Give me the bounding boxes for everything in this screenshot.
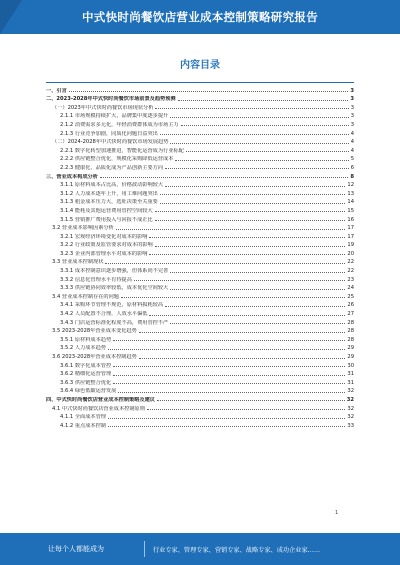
toc-entry-page: 3 xyxy=(350,121,354,128)
toc-heading: 内容目录 xyxy=(180,60,220,71)
toc-entry-page: 26 xyxy=(347,302,354,309)
toc-entry-label: 3.2.3 企业内部管理水平对成本的影响 xyxy=(60,250,148,257)
toc-entry-page: 28 xyxy=(347,328,354,335)
toc-leader-dots xyxy=(165,186,345,187)
toc-entry[interactable] xyxy=(46,386,354,395)
toc-entry-page: 33 xyxy=(347,422,354,429)
toc-entry-label: 2.2.3 健康化、品质化成为产品创新主要方向 xyxy=(60,164,164,171)
toc-entry-label: 3.3.2 信息化管理水平有待提高 xyxy=(60,276,132,283)
report-title: 中式快时尚餐饮店营业成本控制策略研究报告 xyxy=(82,10,318,24)
toc-leader-dots xyxy=(160,134,349,135)
toc-entry-page: 3 xyxy=(350,104,354,111)
toc-leader-dots xyxy=(149,315,345,316)
toc-entry-label: 3.3 营业成本控制现状 xyxy=(52,259,104,266)
toc-entry-label: 3.6.3 供应链整合优化 xyxy=(60,379,112,386)
toc-entry[interactable] xyxy=(46,403,354,412)
toc-entry-label: 二、2023-2028年中式快时尚餐饮市场前景及趋势预测 xyxy=(46,96,176,103)
toc-entry[interactable] xyxy=(46,265,354,274)
toc-leader-dots xyxy=(149,237,345,238)
toc-entry-page: 32 xyxy=(347,414,354,421)
toc-entry-label: 3.5 2023-2028年营业成本变化趋势 xyxy=(52,328,137,335)
footer-tagline: 行业专家、管理专家、营销专家、战略专家、成功企业家…… xyxy=(153,546,321,554)
toc-entry-page: 29 xyxy=(347,345,354,352)
toc-entry-page: 17 xyxy=(347,225,354,232)
toc-leader-dots xyxy=(155,211,346,212)
toc-entry[interactable] xyxy=(46,283,354,292)
toc-entry[interactable] xyxy=(46,369,354,378)
footer-divider xyxy=(144,541,145,557)
toc-entry[interactable] xyxy=(46,248,354,257)
toc-entry[interactable] xyxy=(46,223,354,232)
toc-entry[interactable] xyxy=(46,231,354,240)
toc-entry[interactable] xyxy=(46,360,354,369)
toc-leader-dots xyxy=(149,254,345,255)
toc-leader-dots xyxy=(155,108,348,109)
toc-entry-page: 32 xyxy=(347,388,354,395)
toc-entry-label: 3.4.2 人员配置不合理，人效水平偏低 xyxy=(60,311,148,318)
toc-leader-dots xyxy=(155,220,346,221)
toc-entry-label: 3.6 2023-2028年营业成本控制趋势 xyxy=(52,354,137,360)
toc-leader-dots xyxy=(108,349,345,350)
toc-entry-page: 4 xyxy=(350,139,354,146)
toc-leader-dots xyxy=(165,168,349,169)
toc-leader-dots xyxy=(170,272,345,273)
toc-entry-page: 31 xyxy=(347,379,354,386)
toc-entry[interactable] xyxy=(46,197,354,206)
toc-entry[interactable] xyxy=(46,205,354,214)
toc-entry-page: 24 xyxy=(347,285,354,292)
toc-entry-page: 3 xyxy=(350,113,354,120)
toc-entry[interactable] xyxy=(46,171,354,180)
page-number: 1 xyxy=(335,510,339,516)
toc-entry[interactable] xyxy=(46,412,354,421)
toc-entry-label: 一、引言 xyxy=(46,87,67,94)
toc-entry-page: 23 xyxy=(347,276,354,283)
toc-leader-dots xyxy=(170,117,348,118)
toc-entry-page: 16 xyxy=(347,216,354,223)
toc-leader-dots xyxy=(147,409,345,410)
toc-leader-dots xyxy=(113,366,345,367)
footer-slogan: 让每个人都能成为 xyxy=(48,545,104,553)
toc-leader-dots xyxy=(113,340,345,341)
toc-entry[interactable] xyxy=(46,274,354,283)
toc-leader-dots xyxy=(113,383,345,384)
toc-entry-label: 三、营业成本构成分析 xyxy=(46,173,98,180)
toc-entry-page: 28 xyxy=(347,319,354,326)
toc-entry-label: 3.3.1 成本控制意识逐步增强，但体系尚不完善 xyxy=(60,268,169,275)
toc-entry-label: 3.2 营业成本影响因素分析 xyxy=(52,225,114,232)
toc-entry[interactable] xyxy=(46,162,354,171)
toc-leader-dots xyxy=(100,177,348,178)
toc-entry[interactable] xyxy=(46,351,354,360)
toc-entry-page: 27 xyxy=(347,311,354,318)
toc-entry-page: 25 xyxy=(347,293,354,300)
toc-entry[interactable] xyxy=(46,300,354,309)
toc-entry-page: 12 xyxy=(347,182,354,189)
toc-entry[interactable] xyxy=(46,420,354,429)
toc-entry[interactable] xyxy=(46,128,354,137)
toc-entry-page: 19 xyxy=(347,242,354,249)
toc-entry-label: 四、中式快时尚餐饮店营业成本控制策略及建议 xyxy=(46,396,155,403)
toc-entry-page: 5 xyxy=(350,156,354,163)
toc-entry-label: 3.2.1 宏观经济环境变化对成本的影响 xyxy=(60,233,148,240)
toc-leader-dots xyxy=(170,289,345,290)
toc-entry[interactable] xyxy=(46,188,354,197)
toc-entry-page: 30 xyxy=(347,362,354,369)
toc-entry[interactable] xyxy=(46,102,354,111)
toc-entry-page: 22 xyxy=(347,268,354,275)
toc-entry[interactable] xyxy=(46,240,354,249)
toc-leader-dots xyxy=(118,392,345,393)
toc-entry-label: 3.1.1 原材料成本占比高，价格波动影响较大 xyxy=(60,182,164,189)
header-banner xyxy=(0,0,400,34)
toc-entry-label: 2.2.1 数字化转型加速推进，智能化运营成为行业标配 xyxy=(60,147,184,154)
toc-entry[interactable] xyxy=(46,377,354,386)
toc-entry-label: 4.1.2 重点成本控制 xyxy=(60,422,106,429)
toc-entry[interactable] xyxy=(46,394,354,403)
toc-entry-page: 8 xyxy=(350,173,354,180)
toc-leader-dots xyxy=(160,203,346,204)
toc-leader-dots xyxy=(108,418,345,419)
toc-leader-dots xyxy=(139,358,346,359)
toc-leader-dots xyxy=(113,375,345,376)
toc-entry-label: 3.3.3 供应链协同效率较低，成本优化空间较大 xyxy=(60,285,169,292)
toc-entry[interactable] xyxy=(46,291,354,300)
toc-entry-page: 28 xyxy=(347,336,354,343)
toc-entry-label: 3.6.4 绿色低碳运营发展 xyxy=(60,388,117,395)
toc-leader-dots xyxy=(155,246,346,247)
toc-entry-label: 3.6.2 精细化运营管理 xyxy=(60,371,112,378)
toc-entry[interactable] xyxy=(46,326,354,335)
toc-entry[interactable] xyxy=(46,308,354,317)
header-corner-decoration xyxy=(0,0,22,34)
toc-entry-label: （一）2023年中式快时尚餐饮市场现状分析 xyxy=(52,104,154,111)
toc-leader-dots xyxy=(69,91,349,92)
toc-entry-label: 2.1.1 市场规模持续扩大，品牌集中度逐步提升 xyxy=(60,113,169,120)
toc-entry[interactable] xyxy=(46,257,354,266)
toc-entry-label: 3.1.5 营销推广费用投入与回报不成正比 xyxy=(60,216,153,223)
toc-entry-label: 3.5.2 人力成本趋势 xyxy=(60,345,106,352)
toc-entry-page: 4 xyxy=(350,130,354,137)
toc-entry-page: 20 xyxy=(347,250,354,257)
toc-entry-label: 4.1.1 全面成本管理 xyxy=(60,414,106,421)
toc-entry[interactable] xyxy=(46,180,354,189)
toc-entry-page: 14 xyxy=(347,199,354,206)
toc-entry[interactable] xyxy=(46,214,354,223)
toc-entry-label: 3.1.4 能耗及其他运营费用管控空间较大 xyxy=(60,207,153,214)
toc-entry-label: 3.1.3 租金成本压力大，选址决策至关重要 xyxy=(60,199,158,206)
toc-entry-label: 2.1.2 消费需求多元化，年轻消费群体成为市场主力 xyxy=(60,121,179,128)
toc-leader-dots xyxy=(157,400,345,401)
toc-entry-page: 22 xyxy=(347,259,354,266)
toc-entry-label: 3.6.1 数字化成本管控 xyxy=(60,362,112,369)
toc-entry-label: 3.2.2 行业政策及监管要求对成本的影响 xyxy=(60,242,153,249)
toc-entry-label: 3.4.1 采购环节管理不规范，原材料损耗较高 xyxy=(60,302,164,309)
toc-leader-dots xyxy=(170,323,345,324)
toc-leader-dots xyxy=(165,306,345,307)
toc-entry-label: 2.1.3 行业竞争加剧，同质化问题日益突出 xyxy=(60,130,158,137)
toc-entry-label: （二）2024-2028年中式快时尚餐饮市场发展趋势 xyxy=(52,139,169,146)
toc-entry[interactable] xyxy=(46,145,354,154)
toc-leader-dots xyxy=(105,263,345,264)
toc-entry[interactable] xyxy=(46,111,354,120)
toc-entry-page: 32 xyxy=(346,396,354,403)
toc-entry[interactable] xyxy=(46,137,354,146)
toc-entry-page: 32 xyxy=(347,405,354,412)
toc-entry[interactable] xyxy=(46,334,354,343)
toc-leader-dots xyxy=(181,125,349,126)
toc-leader-dots xyxy=(186,151,349,152)
toc-leader-dots xyxy=(134,280,345,281)
toc-entry[interactable] xyxy=(46,317,354,326)
toc-entry-label: 3.4 营业成本控制存在的问题 xyxy=(52,293,119,300)
toc-leader-dots xyxy=(139,332,346,333)
toc-leader-dots xyxy=(121,297,345,298)
toc-entry[interactable] xyxy=(46,94,354,103)
toc-entry-page: 31 xyxy=(347,371,354,378)
toc-leader-dots xyxy=(160,194,346,195)
toc-entry-label: 3.5.1 原材料成本趋势 xyxy=(60,336,112,343)
toc-entry[interactable] xyxy=(46,343,354,352)
toc-entry-page: 15 xyxy=(347,207,354,214)
toc-leader-dots xyxy=(108,426,345,427)
toc-entry-page: 6 xyxy=(350,164,354,171)
toc-entry-label: 2.2.2 供应链整合优化，规模化采购降低运营成本 xyxy=(60,156,174,163)
toc-leader-dots xyxy=(178,100,349,101)
toc-divider xyxy=(46,82,354,83)
toc-entry-page: 17 xyxy=(347,233,354,240)
toc-entry[interactable] xyxy=(46,154,354,163)
toc-entry-label: 3.4.3 门店运营标准化程度不高，费用管控不严 xyxy=(60,319,169,326)
toc-entry-page: 29 xyxy=(347,354,354,360)
toc-leader-dots xyxy=(175,160,348,161)
toc-entry-label: 3.1.2 人力成本逐年上升，用工难问题突出 xyxy=(60,190,158,197)
toc-entry[interactable] xyxy=(46,119,354,128)
table-of-contents xyxy=(46,85,354,429)
toc-entry-page: 4 xyxy=(350,147,354,154)
toc-entry[interactable] xyxy=(46,85,354,94)
footer-banner xyxy=(0,533,400,565)
toc-leader-dots xyxy=(116,229,346,230)
toc-entry-page: 13 xyxy=(347,190,354,197)
toc-entry-page: 3 xyxy=(350,87,354,94)
toc-entry-page: 3 xyxy=(350,96,354,103)
toc-leader-dots xyxy=(170,143,348,144)
toc-entry-label: 4.1 中式快时尚餐饮店营业成本控制原则 xyxy=(52,405,145,412)
